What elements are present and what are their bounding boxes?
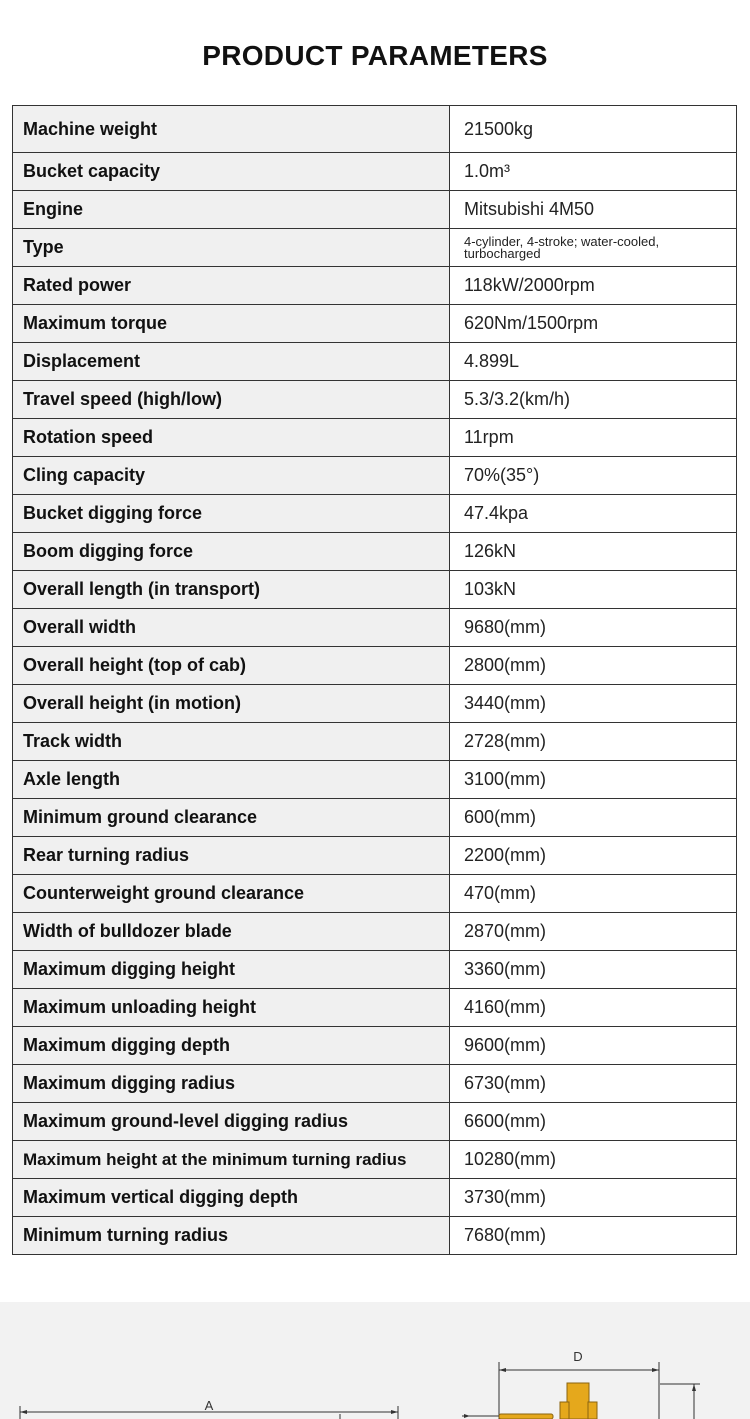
dimension-a-label: A xyxy=(204,1398,214,1413)
spec-label: Boom digging force xyxy=(13,533,450,571)
spec-value: 3100(mm) xyxy=(450,761,737,799)
spec-value: 47.4kpa xyxy=(450,495,737,533)
dimension-drawing xyxy=(0,1302,750,1419)
spec-label: Bucket digging force xyxy=(13,495,450,533)
spec-label: Rear turning radius xyxy=(13,837,450,875)
spec-label: Cling capacity xyxy=(13,457,450,495)
spec-row xyxy=(13,1065,737,1103)
spec-value: 6730(mm) xyxy=(450,1065,737,1103)
spec-label: Maximum vertical digging depth xyxy=(13,1179,450,1217)
spec-value: Mitsubishi 4M50 xyxy=(450,191,737,229)
spec-row xyxy=(13,837,737,875)
spec-label: Overall height (in motion) xyxy=(13,685,450,723)
spec-row xyxy=(13,571,737,609)
spec-table xyxy=(12,105,737,1255)
spec-label: Maximum digging depth xyxy=(13,1027,450,1065)
spec-value: 9680(mm) xyxy=(450,609,737,647)
spec-row xyxy=(13,1179,737,1217)
spec-row xyxy=(13,267,737,305)
spec-value: 1.0m³ xyxy=(450,153,737,191)
spec-row xyxy=(13,495,737,533)
spec-row xyxy=(13,951,737,989)
excavator-drawing xyxy=(0,1302,750,1419)
spec-row xyxy=(13,989,737,1027)
spec-value: 620Nm/1500rpm xyxy=(450,305,737,343)
spec-row xyxy=(13,419,737,457)
spec-label: Displacement xyxy=(13,343,450,381)
spec-label: Maximum ground-level digging radius xyxy=(13,1103,450,1141)
spec-label: Overall height (top of cab) xyxy=(13,647,450,685)
spec-row xyxy=(13,761,737,799)
spec-row xyxy=(13,533,737,571)
dimension-a xyxy=(20,1398,398,1419)
spec-row xyxy=(13,457,737,495)
spec-label: Bucket capacity xyxy=(13,153,450,191)
spec-value: 4160(mm) xyxy=(450,989,737,1027)
spec-label: Travel speed (high/low) xyxy=(13,381,450,419)
spec-value: 4-cylinder, 4-stroke; water-cooled, turbocharged xyxy=(450,229,737,267)
spec-value: 103kN xyxy=(450,571,737,609)
spec-label: Rotation speed xyxy=(13,419,450,457)
spec-label: Maximum torque xyxy=(13,305,450,343)
spec-label: Machine weight xyxy=(13,106,450,153)
spec-label: Track width xyxy=(13,723,450,761)
spec-row xyxy=(13,381,737,419)
spec-row xyxy=(13,647,737,685)
spec-row xyxy=(13,305,737,343)
spec-value: 10280(mm) xyxy=(450,1141,737,1179)
spec-label: Type xyxy=(13,229,450,267)
spec-row xyxy=(13,343,737,381)
spec-label: Minimum ground clearance xyxy=(13,799,450,837)
spec-value: 600(mm) xyxy=(450,799,737,837)
spec-value: 126kN xyxy=(450,533,737,571)
spec-row xyxy=(13,191,737,229)
spec-value: 21500kg xyxy=(450,106,737,153)
spec-label: Engine xyxy=(13,191,450,229)
spec-row xyxy=(13,799,737,837)
spec-label: Maximum digging radius xyxy=(13,1065,450,1103)
spec-value: 118kW/2000rpm xyxy=(450,267,737,305)
page-title: PRODUCT PARAMETERS xyxy=(202,40,548,71)
spec-row xyxy=(13,229,737,267)
spec-label: Rated power xyxy=(13,267,450,305)
spec-value: 470(mm) xyxy=(450,875,737,913)
spec-row xyxy=(13,685,737,723)
spec-label: Overall width xyxy=(13,609,450,647)
spec-label: Maximum digging height xyxy=(13,951,450,989)
spec-row xyxy=(13,1027,737,1065)
spec-row xyxy=(13,106,737,153)
spec-value: 3730(mm) xyxy=(450,1179,737,1217)
spec-label: Overall length (in transport) xyxy=(13,571,450,609)
spec-value: 11rpm xyxy=(450,419,737,457)
spec-row xyxy=(13,1103,737,1141)
spec-value: 2200(mm) xyxy=(450,837,737,875)
spec-row xyxy=(13,609,737,647)
spec-value: 3360(mm) xyxy=(450,951,737,989)
spec-label: Maximum height at the minimum turning radius xyxy=(13,1141,450,1179)
excavator-front-view xyxy=(462,1383,597,1419)
spec-value: 2870(mm) xyxy=(450,913,737,951)
spec-value: 3440(mm) xyxy=(450,685,737,723)
spec-row xyxy=(13,875,737,913)
spec-value: 5.3/3.2(km/h) xyxy=(450,381,737,419)
spec-label: Maximum unloading height xyxy=(13,989,450,1027)
spec-value: 2728(mm) xyxy=(450,723,737,761)
spec-value: 4.899L xyxy=(450,343,737,381)
spec-row xyxy=(13,1217,737,1255)
spec-row xyxy=(13,1141,737,1179)
spec-value: 9600(mm) xyxy=(450,1027,737,1065)
spec-value: 2800(mm) xyxy=(450,647,737,685)
spec-value: 6600(mm) xyxy=(450,1103,737,1141)
spec-value: 7680(mm) xyxy=(450,1217,737,1255)
spec-label: Counterweight ground clearance xyxy=(13,875,450,913)
spec-label: Minimum turning radius xyxy=(13,1217,450,1255)
dimension-d xyxy=(499,1349,700,1419)
spec-label: Axle length xyxy=(13,761,450,799)
spec-row xyxy=(13,723,737,761)
spec-row xyxy=(13,913,737,951)
spec-row xyxy=(13,153,737,191)
spec-value: 70%(35°) xyxy=(450,457,737,495)
dimension-d-label: D xyxy=(573,1349,583,1364)
spec-label: Width of bulldozer blade xyxy=(13,913,450,951)
